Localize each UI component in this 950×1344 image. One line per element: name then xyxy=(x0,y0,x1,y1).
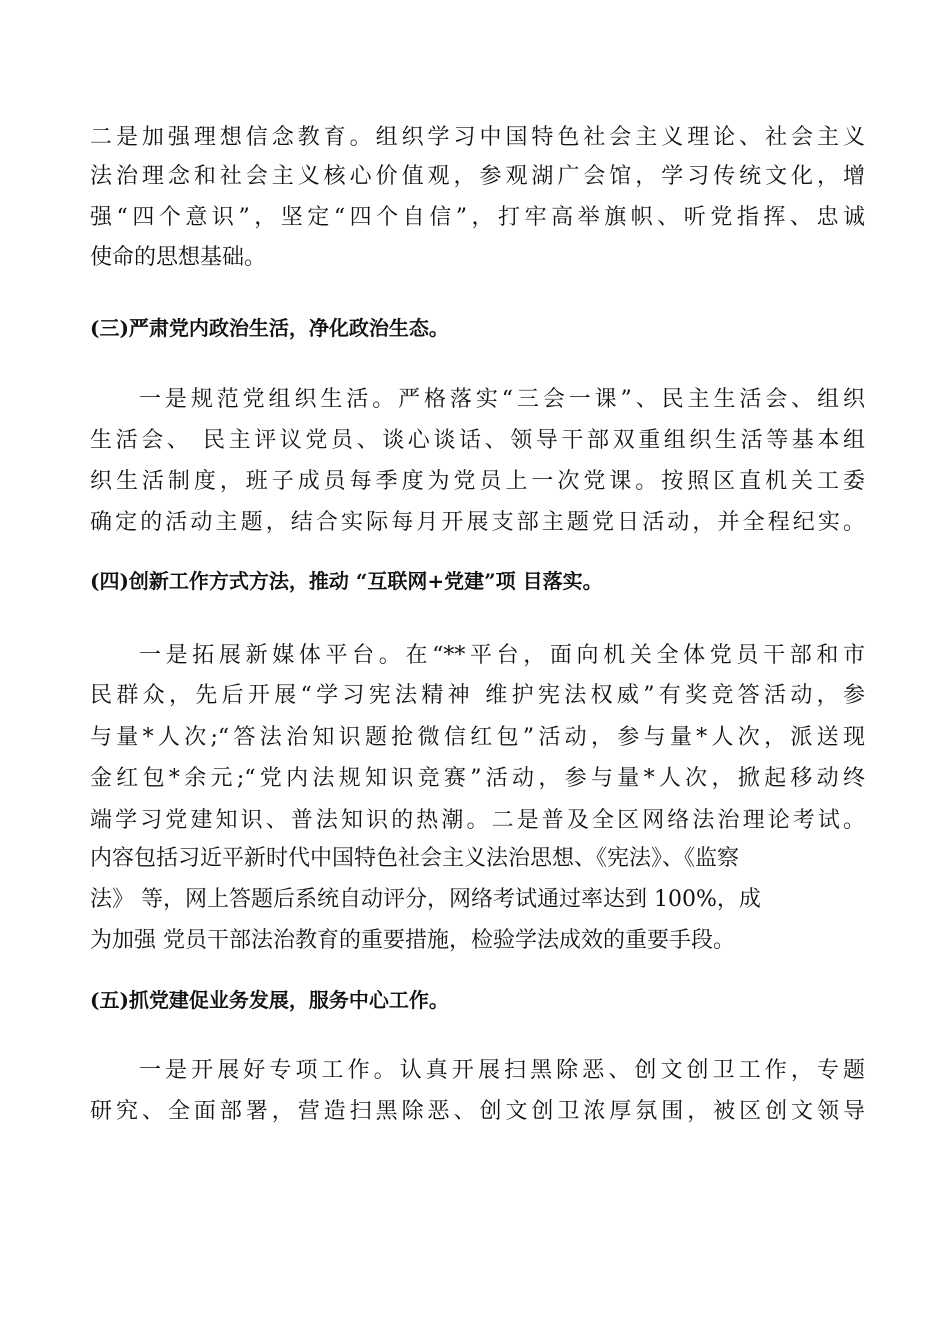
paragraph-line: 使命的思想基础。 xyxy=(90,245,267,270)
paragraph-line: 确定的活动主题，结合实际每月开展支部主题党日活动，并全程纪实。 xyxy=(90,510,865,535)
paragraph-line: 为加强 党员干部法治教育的重要措施，检验学法成效的重要手段。 xyxy=(90,928,735,953)
paragraph-line: 织生活制度，班子成员每季度为党员上一次党课。按照区直机关工委 xyxy=(90,469,865,494)
paragraph-line: 法》 等，网上答题后系统自动评分，网络考试通过率达到 100%，成 xyxy=(90,887,761,912)
paragraph-line: 强“四个意识”，坚定“四个自信”，打牢高举旗帜、听党指挥、忠诚 xyxy=(90,205,865,230)
paragraph-line: 民群众，先后开展“学习宪法精神 维护宪法权威”有奖竞答活动，参 xyxy=(90,683,865,708)
paragraph-line: 法治理念和社会主义核心价值观，参观湖广会馆，学习传统文化，增 xyxy=(90,164,865,189)
paragraph-line: 研究、全面部署，营造扫黑除恶、创文创卫浓厚氛围，被区创文领导 xyxy=(90,1099,865,1124)
paragraph-line: 金红包*余元;“党内法规知识竞赛”活动，参与量*人次，掀起移动终 xyxy=(90,766,865,791)
paragraph-line: 端学习党建知识、普法知识的热潮。二是普及全区网络法治理论考试。 xyxy=(90,808,865,833)
paragraph-line: 一是规范党组织生活。严格落实“三会一课”、民主生活会、组织 xyxy=(139,387,865,412)
paragraph-line: 一是拓展新媒体平台。在“**平台，面向机关全体党员干部和市 xyxy=(139,643,865,668)
section-heading: (四)创新工作方式方法，推动 “互联网+党建”项 目落实。 xyxy=(90,569,603,593)
paragraph-line: 内容包括习近平新时代中国特色社会主义法治思想、《宪法》、《监察 xyxy=(90,846,740,871)
paragraph-line: 生活会、 民主评议党员、谈心谈话、领导干部双重组织生活等基本组 xyxy=(90,428,865,453)
section-heading: (五)抓党建促业务发展，服务中心工作。 xyxy=(90,988,449,1012)
paragraph-line: 一是开展好专项工作。认真开展扫黑除恶、创文创卫工作，专题 xyxy=(139,1058,865,1083)
paragraph-line: 与量*人次;“答法治知识题抢微信红包”活动，参与量*人次，派送现 xyxy=(90,725,865,750)
paragraph-line: 二是加强理想信念教育。组织学习中国特色社会主义理论、社会主义 xyxy=(90,125,865,150)
section-heading: (三)严肃党内政治生活，净化政治生态。 xyxy=(90,316,449,340)
